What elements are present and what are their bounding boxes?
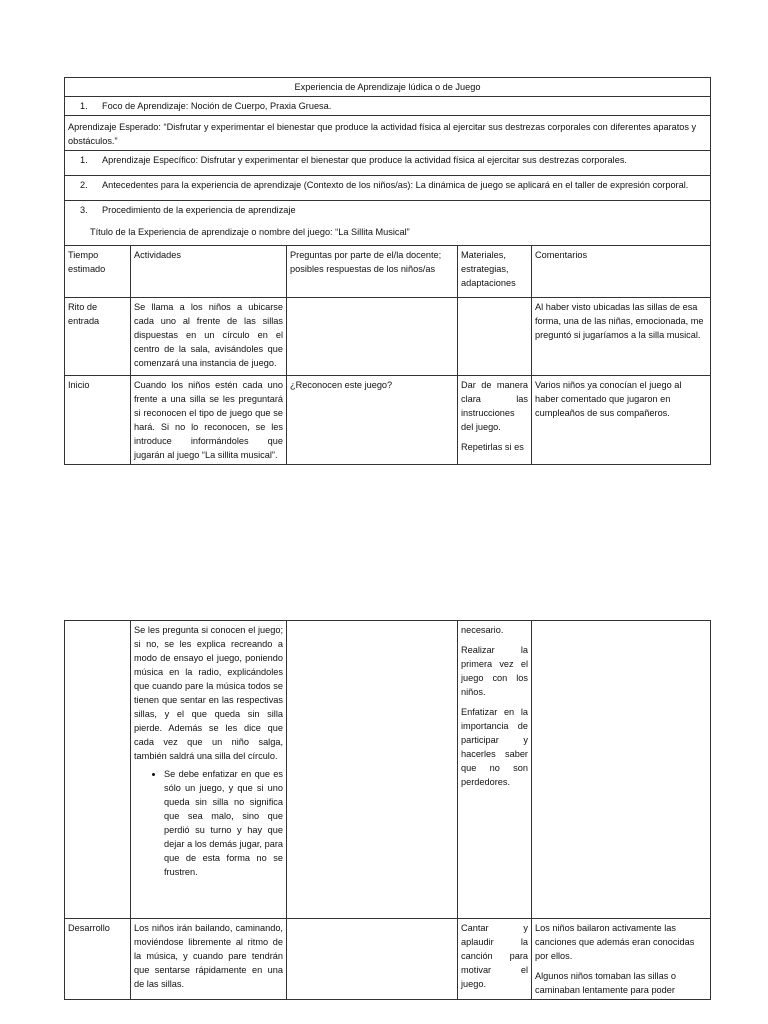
row-actividades: Cuando los niños estén cada uno frente a una silla se les preguntará si reconocen el tipo de juego que se hará. Si no lo reconocen, se les introduce informándoles que jugarán al juego “La sillita musical”. xyxy=(131,376,287,465)
header-actividades: Actividades xyxy=(131,246,287,298)
row-tiempo: Rito de entrada xyxy=(65,298,131,376)
row-actividades: Los niños irán bailando, caminando, moviéndose libremente al ritmo de la música, y cuando pare tendrán que sentarse rápidamente en una de las sillas. xyxy=(131,919,287,1000)
foco-aprendizaje: 1. Foco de Aprendizaje: Noción de Cuerpo, Praxia Gruesa. xyxy=(65,97,711,116)
row-actividades: Se llama a los niños a ubicarse cada uno al frente de las sillas dispuestas en un círculo en el centro de la sala, avisándoles que comenzará una instancia de juego. xyxy=(131,298,287,376)
row-tiempo: Desarrollo xyxy=(65,919,131,1000)
aprendizaje-especifico: 1. Aprendizaje Específico: Disfrutar y experimentar el bienestar que produce la actividad física al ejercitar sus destrezas corporales. xyxy=(65,151,711,176)
document-page-1 xyxy=(0,0,768,500)
table-header-row xyxy=(65,246,711,298)
row-materiales: Dar de manera clara las instrucciones del juego. Repetirlas si es xyxy=(458,376,532,465)
header-preguntas: Preguntas por parte de el/la docente; posibles respuestas de los niños/as xyxy=(287,246,458,298)
row-comentarios xyxy=(532,621,711,919)
list-item: • Se debe enfatizar en que es sólo un juego, y que si uno queda sin silla no significa que sea malo, sino que perdió su turno y hay que dejar a los demás jugar, para que de esta forma no se frustren. xyxy=(164,767,283,879)
antecedentes: 2. Antecedentes para la experiencia de aprendizaje (Contexto de los niños/as): La dinámica de juego se aplicará en el taller de expresión corporal. xyxy=(65,176,711,201)
row-materiales: necesario. Realizar la primera vez el juego con los niños. Enfatizar en la importancia de participar y hacerles saber que no son perdedores. xyxy=(458,621,532,919)
row-comentarios: Los niños bailaron activamente las canciones que además eran conocidas por ellos. Algunos niños tomaban las sillas o caminaban lentamente para poder xyxy=(532,919,711,1000)
header-tiempo: Tiempo estimado xyxy=(65,246,131,298)
row-actividades: Se les pregunta si conocen el juego; si no, se les explica recreando a modo de ensayo el juego, poniendo música en la radio, explicándoles que cuando pare la música todos se tienen que sentar en las respectivas sillas, y el que queda sin silla pierde. Además se les dice que cada vez que un niño salga, también saldrá una silla del círculo. • Se debe enfatizar en que es sólo un juego, y que si uno queda sin silla no significa que sea malo, sino que perdió su turno y hay que dejar a los demás jugar, para que de esta forma no se frustren. xyxy=(131,621,287,919)
row-materiales: Cantar y aplaudir la canción para motivar el juego. xyxy=(458,919,532,1000)
procedimiento: 3. Procedimiento de la experiencia de aprendizaje Título de la Experiencia de aprendizaje o nombre del juego: “La Sillita Musical” xyxy=(65,201,711,246)
row-comentarios: Al haber visto ubicadas las sillas de esa forma, una de las niñas, emocionada, me preguntó si jugaríamos a la silla musical. xyxy=(532,298,711,376)
table-row xyxy=(65,376,711,465)
row-materiales xyxy=(458,298,532,376)
row-tiempo: Inicio xyxy=(65,376,131,465)
row-preguntas xyxy=(287,621,458,919)
row-comentarios: Varios niños ya conocían el juego al haber comentado que jugaron en cumpleaños de sus compañeros. xyxy=(532,376,711,465)
row-preguntas xyxy=(287,919,458,1000)
bullet-list xyxy=(134,767,283,879)
row-preguntas xyxy=(287,298,458,376)
row-tiempo xyxy=(65,621,131,919)
experience-table xyxy=(64,77,711,465)
document-page-2 xyxy=(0,530,768,1024)
document-title: Experiencia de Aprendizaje lúdica o de Juego xyxy=(65,78,711,97)
row-preguntas: ¿Reconocen este juego? xyxy=(287,376,458,465)
experience-table-continued xyxy=(64,620,711,1000)
table-row xyxy=(65,919,711,1000)
aprendizaje-esperado: Aprendizaje Esperado: “Disfrutar y experimentar el bienestar que produce la actividad física al ejercitar sus destrezas corporales con diferentes aparatos y obstáculos.” xyxy=(65,116,711,151)
game-title: Título de la Experiencia de aprendizaje o nombre del juego: “La Sillita Musical” xyxy=(90,227,410,237)
header-comentarios: Comentarios xyxy=(532,246,711,298)
table-row xyxy=(65,298,711,376)
table-row xyxy=(65,621,711,919)
header-materiales: Materiales, estrategias, adaptaciones xyxy=(458,246,532,298)
